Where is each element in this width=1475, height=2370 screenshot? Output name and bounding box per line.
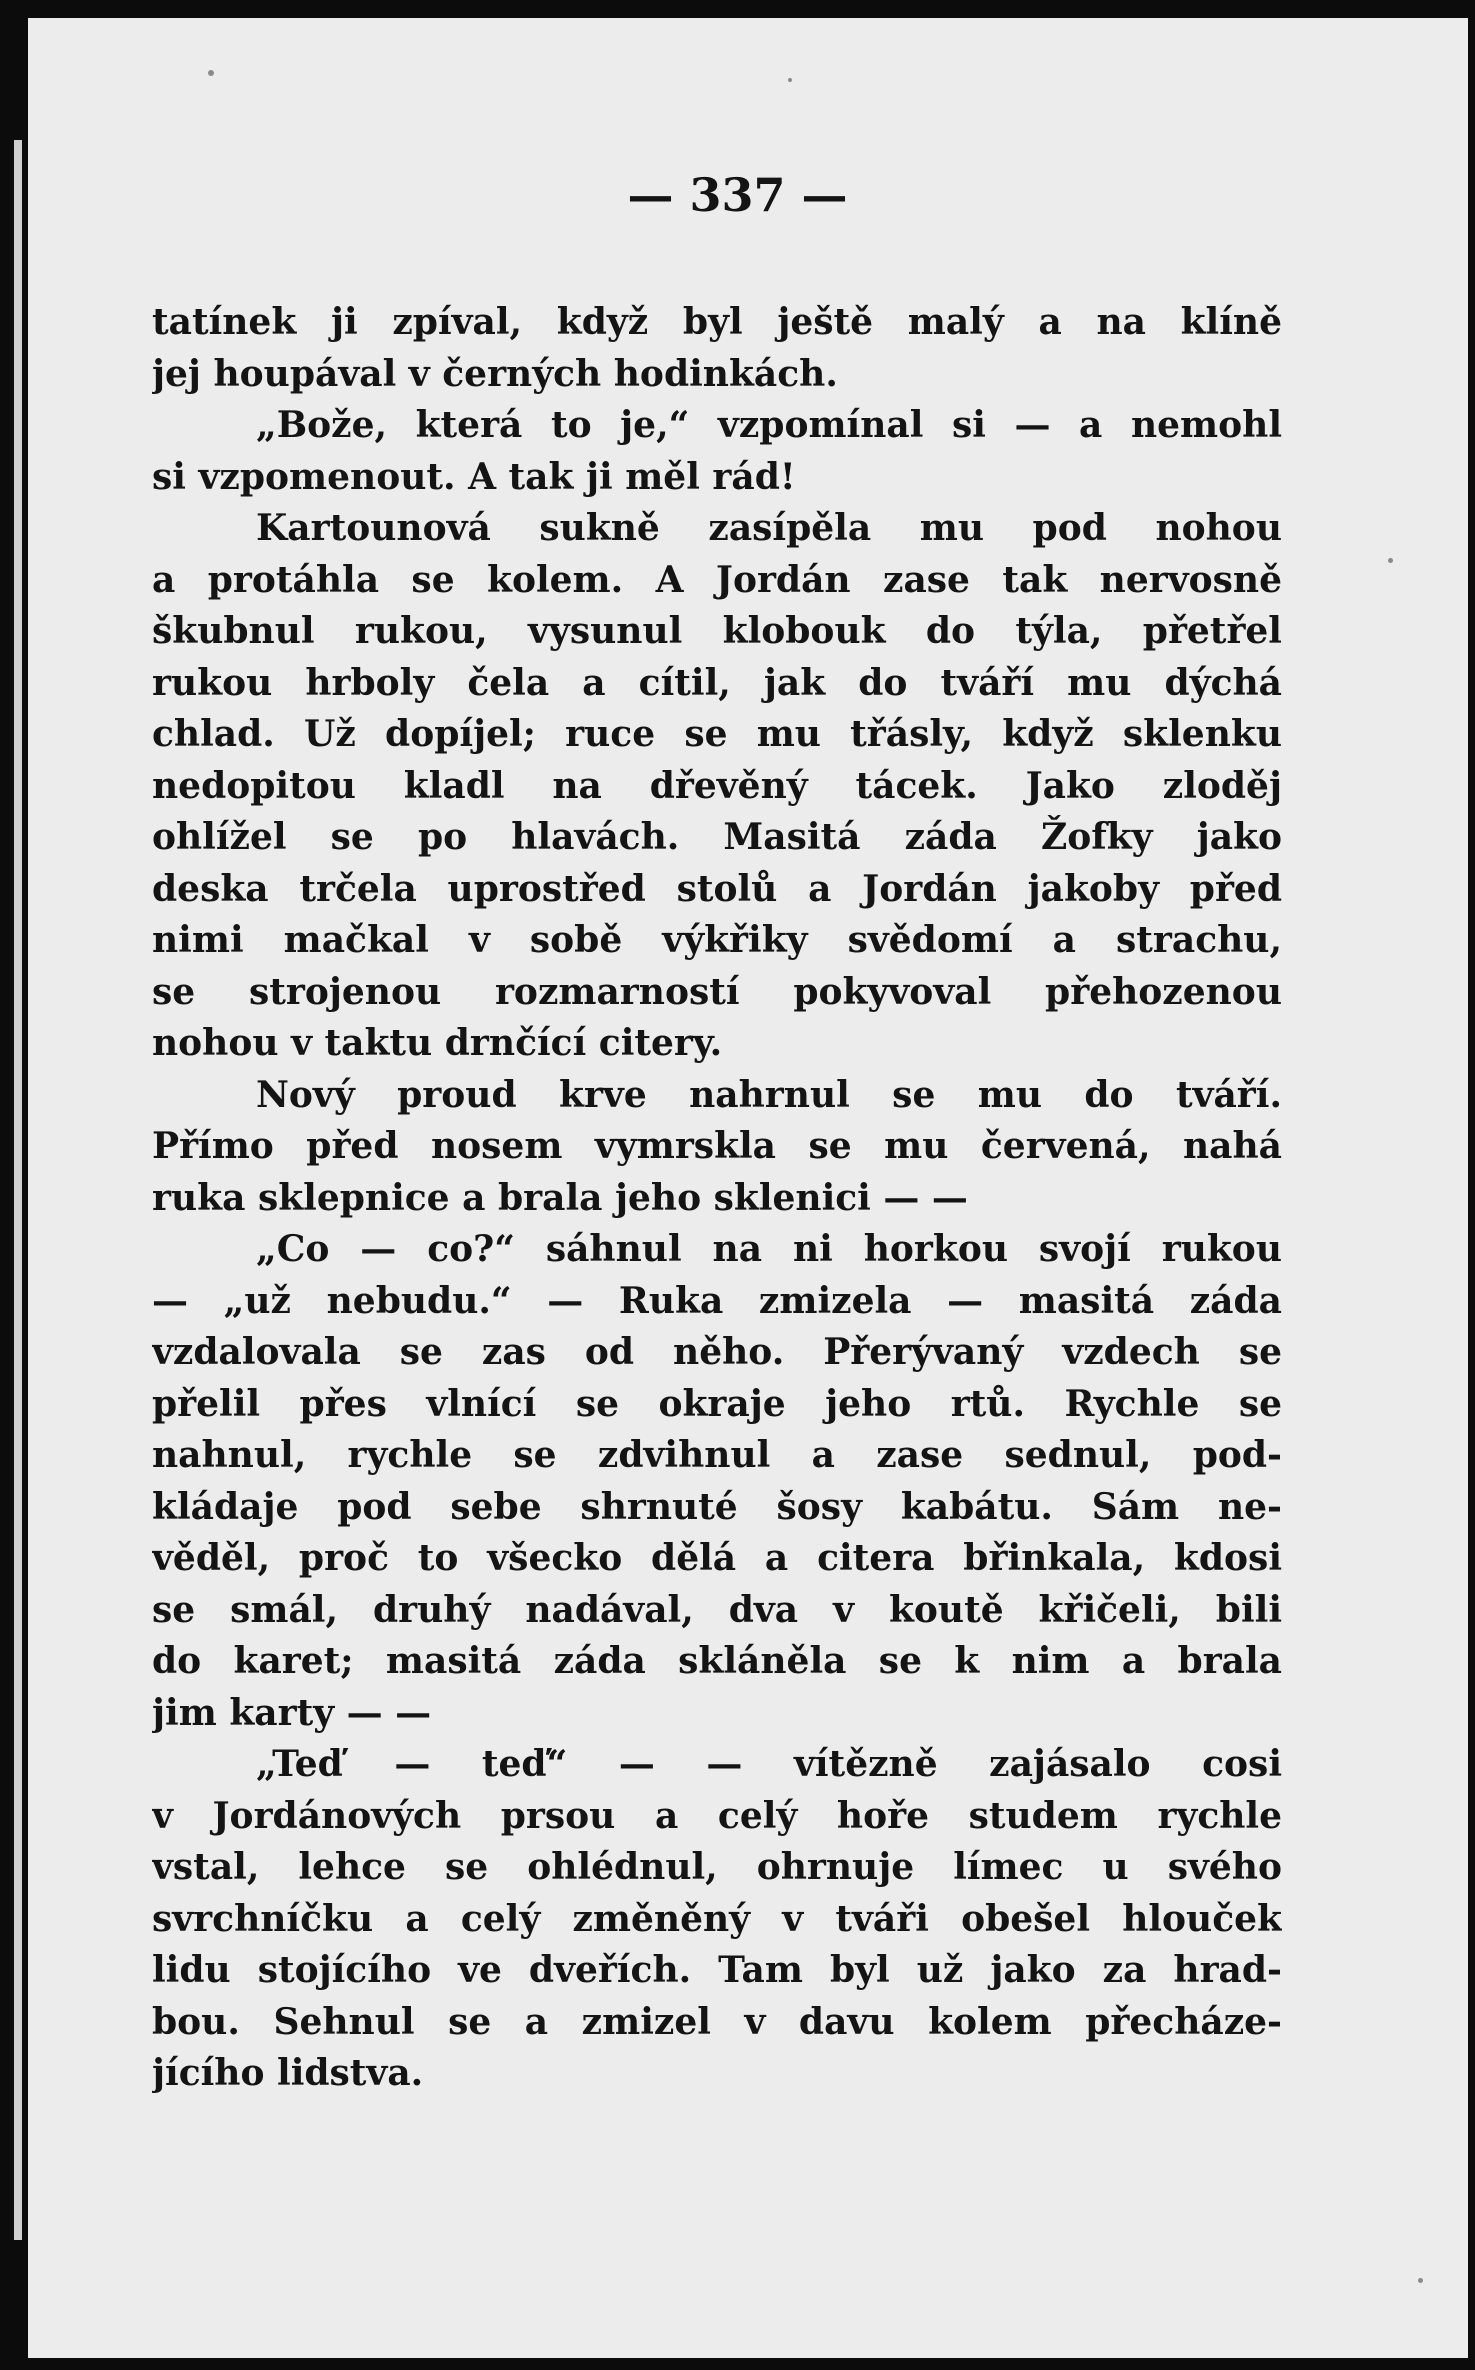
text-line: — „už nebudu.“ — Ruka zmizela — masitá záda xyxy=(152,1279,1282,1322)
text-line: škubnul rukou, vysunul klobouk do týla, přetřel xyxy=(152,610,1282,652)
text-line: do karet; masitá záda skláněla se k nim a brala xyxy=(152,1640,1282,1682)
text-line: nohou v taktu drnčící citery. xyxy=(152,1022,723,1064)
text-line: vzdalovala se zas od něho. Přerývaný vzdech se xyxy=(152,1331,1282,1373)
paper-speck xyxy=(788,78,792,82)
text-line: ruka sklepnice a brala jeho sklenici — — xyxy=(152,1176,968,1219)
body-text xyxy=(152,297,1282,2100)
text-line: ohlížel se po hlavách. Masitá záda Žofky jako xyxy=(152,816,1282,858)
text-line: jícího lidstva. xyxy=(152,2052,424,2094)
spine-edge xyxy=(14,140,22,2240)
paper-speck xyxy=(1418,2278,1423,2283)
text-line: lidu stojícího ve dveřích. Tam byl už jako za hrad- xyxy=(152,1949,1282,1991)
paper-speck xyxy=(208,70,214,76)
text-line: „Bože, která to je,“ vzpomínal si — a nemohl xyxy=(256,404,1282,446)
text-line: nedopitou kladl na dřevěný tácek. Jako zloděj xyxy=(152,764,1282,807)
text-line: jej houpával v černých hodinkách. xyxy=(152,352,838,395)
text-line: v Jordánových prsou a celý hoře studem rychle xyxy=(152,1794,1282,1837)
text-line: Kartounová sukně zasípěla mu pod nohou xyxy=(256,507,1282,549)
text-line: „Co — co?“ sáhnul na ni horkou svojí rukou xyxy=(256,1228,1282,1270)
text-line: si vzpomenout. A tak ji měl rád! xyxy=(152,455,796,498)
text-line: a protáhla se kolem. A Jordán zase tak nervosně xyxy=(152,558,1282,601)
text-line: Přímo před nosem vymrskla se mu červená, nahá xyxy=(152,1125,1282,1167)
text-line: jim karty — — xyxy=(152,1691,432,1734)
text-line: svrchníčku a celý změněný v tváři obešel hlouček xyxy=(152,1897,1282,1940)
text-line: se strojenou rozmarností pokyvoval přehozenou xyxy=(152,970,1282,1013)
text-line: rukou hrboly čela a cítil, jak do tváří mu dýchá xyxy=(152,661,1282,704)
book-spine-shadow xyxy=(0,0,26,2370)
text-line: se smál, druhý nadával, dva v koutě křičeli, bili xyxy=(152,1588,1282,1631)
paper-speck xyxy=(1388,558,1393,563)
text-line: bou. Sehnul se a zmizel v davu kolem přecháze- xyxy=(152,2000,1282,2043)
text-line: Nový proud krve nahrnul se mu do tváří. xyxy=(256,1073,1282,1116)
text-line: nimi mačkal v sobě výkřiky svědomí a strachu, xyxy=(152,919,1282,961)
text-line: tatínek ji zpíval, když byl ještě malý a na klíně xyxy=(152,301,1282,343)
text-line: deska trčela uprostřed stolů a Jordán jakoby před xyxy=(152,867,1282,910)
text-line: vstal, lehce se ohlédnul, ohrnuje límec u svého xyxy=(152,1846,1282,1888)
text-line: chlad. Už dopíjel; ruce se mu třásly, když sklenku xyxy=(152,713,1282,755)
text-line: „Teď — teď“ — — vítězně zajásalo cosi xyxy=(256,1743,1282,1785)
text-line: přelil přes vlnící se okraje jeho rtů. Rychle se xyxy=(152,1382,1282,1425)
text-line: kládaje pod sebe shrnuté šosy kabátu. Sám ne- xyxy=(152,1485,1282,1528)
page-number: — 337 — xyxy=(627,168,848,222)
text-line: věděl, proč to všecko dělá a citera břinkala, kdosi xyxy=(152,1537,1282,1579)
text-line: nahnul, rychle se zdvihnul a zase sednul, pod- xyxy=(152,1434,1282,1476)
